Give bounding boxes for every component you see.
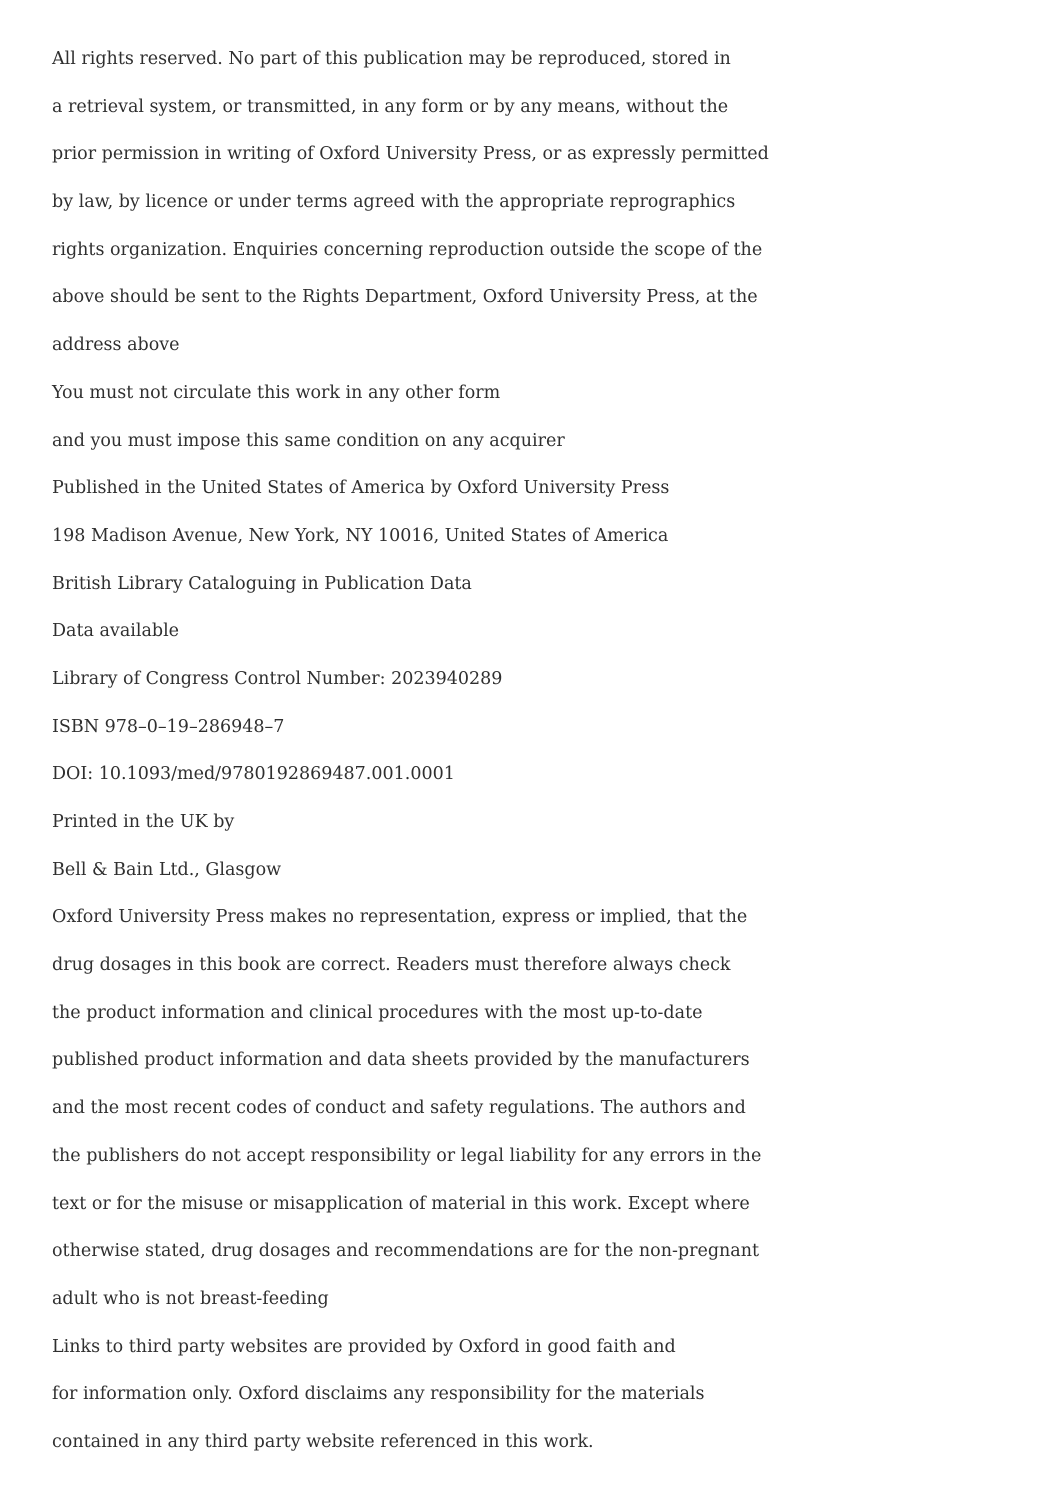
disclaimer-line-4: published product information and data sheets provided by the manufacturers — [52, 1050, 750, 1071]
links-notice-line-3: contained in any third party website referenced in this work. — [52, 1431, 594, 1452]
rights-reserved-line-1: All rights reserved. No part of this publication may be reproduced, stored in — [52, 49, 731, 69]
rights-reserved-line-5: rights organization. Enquiries concerning reproduction outside the scope of the — [52, 239, 763, 260]
circulation-notice-line-1: You must not circulate this work in any other form — [52, 382, 501, 403]
disclaimer-line-5: and the most recent codes of conduct and safety regulations. The authors and — [52, 1098, 746, 1119]
printer-line: Bell & Bain Ltd., Glasgow — [52, 859, 282, 880]
disclaimer-line-6: the publishers do not accept responsibility or legal liability for any errors in the — [52, 1145, 762, 1166]
disclaimer-line-1: Oxford University Press makes no representation, express or implied, that the — [52, 907, 748, 928]
disclaimer-line-8: otherwise stated, drug dosages and recommendations are for the non-pregnant — [52, 1241, 760, 1262]
rights-reserved-line-7: address above — [52, 335, 180, 356]
printed-in-line: Printed in the UK by — [52, 812, 235, 832]
british-library-data: Data available — [52, 621, 180, 642]
rights-reserved-line-6: above should be sent to the Rights Department, Oxford University Press, at the — [52, 287, 758, 308]
doi-line: DOI: 10.1093/med/9780192869487.001.0001 — [52, 764, 455, 785]
lccn-line: Library of Congress Control Number: 2023940289 — [52, 668, 503, 689]
circulation-notice-line-2: and you must impose this same condition on any acquirer — [52, 430, 565, 451]
disclaimer-line-2: drug dosages in this book are correct. Readers must therefore always check — [52, 955, 731, 976]
rights-reserved-line-3: prior permission in writing of Oxford University Press, or as expressly permitted — [52, 144, 769, 165]
publisher-line: Published in the United States of America by Oxford University Press — [52, 478, 670, 499]
publisher-address: 198 Madison Avenue, New York, NY 10016, United States of America — [52, 525, 669, 546]
rights-reserved-line-2: a retrieval system, or transmitted, in any form or by any means, without the — [52, 96, 729, 117]
copyright-page — [52, 36, 992, 1467]
disclaimer-line-3: the product information and clinical procedures with the most up-to-date — [52, 1002, 703, 1023]
rights-reserved-line-4: by law, by licence or under terms agreed with the appropriate reprographics — [52, 192, 736, 213]
disclaimer-line-9: adult who is not breast-feeding — [52, 1288, 329, 1309]
isbn-line: ISBN 978–0–19–286948–7 — [52, 716, 285, 737]
british-library-heading: British Library Cataloguing in Publication Data — [52, 573, 472, 594]
links-notice-line-1: Links to third party websites are provided by Oxford in good faith and — [52, 1336, 676, 1357]
disclaimer-line-7: text or for the misuse or misapplication of material in this work. Except where — [52, 1193, 750, 1214]
links-notice-line-2: for information only. Oxford disclaims any responsibility for the materials — [52, 1384, 705, 1405]
